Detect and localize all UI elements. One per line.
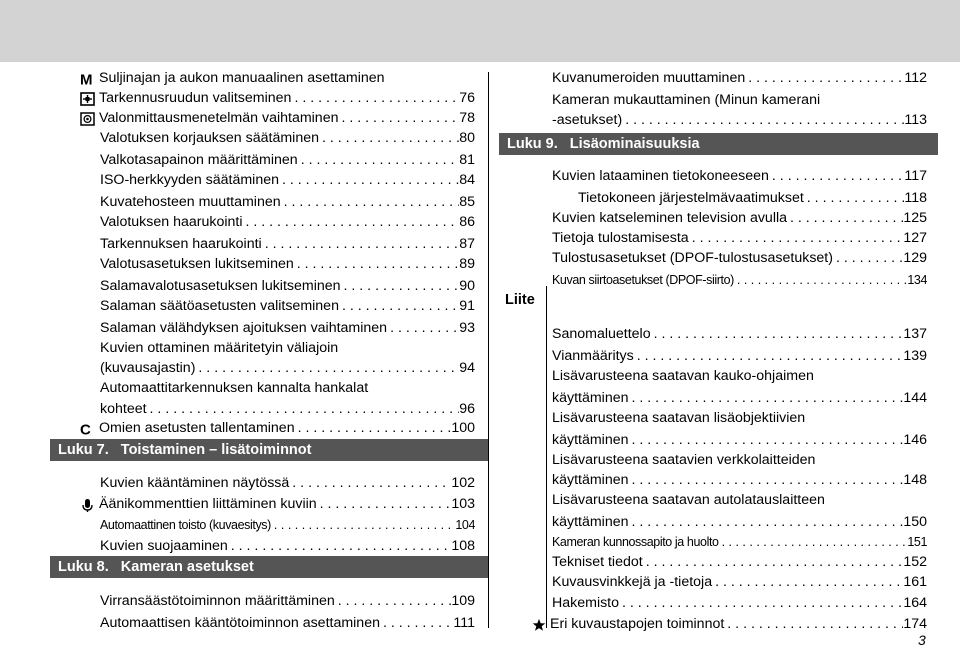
- toc-entry-kuvien-ottaminen-maaritetyin-valiajoin: [100, 334, 475, 356]
- dot-leader: [317, 496, 452, 512]
- dot-leader: [295, 420, 452, 436]
- toc-entry-lisavarusteena-saatavien-verkkolaitteide: [552, 446, 927, 468]
- toc-entry-aanikommenttien-liittaminen-kuviin: [80, 490, 475, 512]
- dot-leader: [833, 250, 903, 266]
- toc-entry-page: 81: [459, 152, 475, 168]
- star-icon: [532, 618, 546, 632]
- toc-entry-title: Lisävarusteena saatavien verkkolaitteiden: [552, 452, 816, 468]
- chapter-8-title: Kameran asetukset: [120, 559, 254, 575]
- toc-entry-page: 93: [459, 320, 475, 336]
- toc-entry-page: 146: [903, 432, 927, 448]
- toc-entry-title: -asetukset): [552, 112, 623, 128]
- toc-entry-page: 134: [907, 273, 927, 287]
- toc-entry-page: 127: [903, 230, 927, 246]
- toc-entry-lisavarusteena-saatavan-kauko-ohjaimen: [552, 362, 927, 384]
- toc-entry-title: Tekniset tiedot: [552, 554, 643, 570]
- toc-entry-title: Tarkennuksen haarukointi: [100, 236, 262, 252]
- toc-entry-tulostusasetukset-dpof-tulostusasetukset: [552, 244, 927, 266]
- toc-entry-title: Automaattinen toisto (kuvaesitys): [100, 518, 271, 532]
- toc-entry-page: 85: [459, 194, 475, 210]
- toc-entry-page: 137: [903, 326, 927, 342]
- toc-entry-title: Salamavalotusasetuksen lukitseminen: [100, 278, 341, 294]
- toc-entry-eri-kuvaustapojen-toiminnot: [532, 610, 927, 632]
- toc-entry-title: kohteet: [100, 401, 147, 417]
- toc-entry-page: 100: [451, 420, 475, 436]
- toc-entry-tarkennusruudun-valitseminen: [80, 84, 475, 106]
- dot-leader: [335, 593, 452, 609]
- toc-entry-title: käyttäminen: [552, 514, 629, 530]
- toc-entry-salamavalotusasetuksen-lukitseminen: [100, 272, 475, 294]
- mode-c-icon: [80, 422, 95, 436]
- toc-entry-kayttaminen: [552, 508, 927, 530]
- toc-entry-lisavarusteena-saatavan-autolatauslaitte: [552, 486, 927, 508]
- toc-entry-title: Valotuksen haarukointi: [100, 214, 243, 230]
- dot-leader: [712, 574, 903, 590]
- toc-entry-title: Omien asetusten tallentaminen: [99, 420, 295, 436]
- toc-entry-page: 80: [459, 130, 475, 146]
- toc-entry-page: 161: [903, 574, 927, 590]
- toc-entry-title: Lisävarusteena saatavan lisäobjektiivien: [552, 410, 806, 426]
- appendix-label: Liite: [505, 292, 535, 308]
- toc-entry-page: 102: [451, 475, 475, 491]
- chapter-9-title: Lisäominaisuuksia: [569, 136, 700, 152]
- toc-entry-page: 174: [903, 616, 927, 632]
- toc-entry-title: käyttäminen: [552, 390, 629, 406]
- toc-entry-title: Kuvausvinkkejä ja -tietoja: [552, 574, 713, 590]
- toc-entry-page: 125: [903, 210, 927, 226]
- dot-leader: [319, 130, 459, 146]
- toc-entry-page: 150: [903, 514, 927, 530]
- toc-entry-title: Vianmääritys: [552, 348, 634, 364]
- toc-entry-kayttaminen: [552, 426, 927, 448]
- toc-entry-title: Kuvien ottaminen määritetyin väliajoin: [100, 340, 339, 356]
- toc-entry-page: 108: [451, 538, 475, 554]
- toc-entry-tekniset-tiedot: [552, 548, 927, 570]
- toc-entry-kuvien-katseleminen-television-avulla: [552, 204, 927, 226]
- toc-entry-page: 144: [903, 390, 927, 406]
- chapter-9-label: Luku 9.: [507, 136, 558, 152]
- page-number: 3: [918, 632, 926, 648]
- svg-text:M: M: [80, 72, 93, 86]
- dot-leader: [745, 70, 904, 86]
- toc-entry-salaman-saatoasetusten-valitseminen: [100, 292, 475, 314]
- dot-leader: [279, 172, 459, 188]
- chapter-7-label: Luku 7.: [58, 442, 109, 458]
- toc-entry-tietokoneen-jarjestelmavaatimukset: [578, 184, 927, 206]
- toc-entry-title: Lisävarusteena saatavan kauko-ohjaimen: [552, 368, 814, 384]
- toc-entry-page: 152: [903, 554, 927, 570]
- appendix-divider: [546, 286, 547, 628]
- toc-entry-page: 112: [904, 70, 927, 86]
- toc-entry-title: käyttäminen: [552, 472, 629, 488]
- toc-entry-title: Valonmittausmenetelmän vaihtaminen: [99, 110, 339, 126]
- toc-entry-sanomaluettelo: [552, 320, 927, 342]
- toc-entry-title: Hakemisto: [552, 595, 620, 611]
- toc-entry-valotuksen-haarukointi: [100, 208, 475, 230]
- toc-entry-page: 89: [459, 256, 475, 272]
- toc-entry-page: 104: [455, 518, 475, 532]
- toc-entry-page: 96: [459, 401, 475, 417]
- dot-leader: [271, 517, 455, 533]
- svg-text:C: C: [80, 422, 91, 436]
- dot-leader: [289, 475, 451, 491]
- toc-entry-title: Automaattisen kääntötoiminnon asettaminen: [100, 615, 380, 631]
- toc-entry-kameran-kunnossapito-ja-huolto: [552, 528, 927, 550]
- toc-entry-automaattinen-toisto-kuvaesitys: [100, 511, 475, 533]
- toc-entry-kayttaminen: [552, 466, 927, 488]
- toc-entry-title: Kuvien lataaminen tietokoneeseen: [552, 168, 769, 184]
- toc-entry-page: 111: [453, 615, 475, 631]
- toc-entry-title: Tarkennusruudun valitseminen: [99, 90, 292, 106]
- toc-entry-kuvausvinkkeja-ja-tietoja: [552, 568, 927, 590]
- top-banner: [0, 0, 960, 62]
- toc-entry-title: Salaman välähdyksen ajoituksen vaihtaminen: [100, 320, 388, 336]
- toc-entry-page: 94: [459, 360, 475, 376]
- toc-entry-title: Äänikommenttien liittäminen kuviin: [99, 496, 317, 512]
- toc-entry-valkotasapainon-maarittaminen: [100, 146, 475, 168]
- dot-leader: [294, 256, 459, 272]
- toc-entry-asetukset: [552, 106, 927, 128]
- toc-entry-kameran-mukauttaminen-minun-kamerani: [552, 86, 927, 108]
- toc-entry-title: Valotusasetuksen lukitseminen: [100, 256, 294, 272]
- toc-entry-title: Kuvien katseleminen television avulla: [552, 210, 788, 226]
- dot-leader: [724, 616, 903, 632]
- toc-entry-hakemisto: [552, 589, 927, 611]
- toc-entry-omien-asetusten-tallentaminen: [80, 414, 475, 436]
- toc-entry-title: Suljinajan ja aukon manuaalinen asettaminen: [99, 70, 385, 86]
- toc-entry-title: Salaman säätöasetusten valitseminen: [100, 298, 339, 314]
- toc-entry-suljinajan-ja-aukon-manuaalinen-asettami: [80, 64, 475, 86]
- toc-entry-title: Kuvien kääntäminen näytössä: [100, 475, 290, 491]
- toc-entry-kuvan-siirtoasetukset-dpof-siirto: [552, 266, 927, 288]
- chapter-7-header: [50, 439, 488, 461]
- toc-entry-title: Sanomaluettelo: [552, 326, 651, 342]
- toc-entry-kayttaminen: [552, 384, 927, 406]
- toc-entry-title: Eri kuvaustapojen toiminnot: [550, 616, 725, 632]
- toc-entry-tarkennuksen-haarukointi: [100, 230, 475, 252]
- toc-entry-page: 90: [459, 278, 475, 294]
- toc-entry-page: 117: [904, 168, 927, 184]
- dot-leader: [380, 615, 453, 631]
- toc-entry-kuvanumeroiden-muuttaminen: [552, 64, 927, 86]
- toc-entry-title: käyttäminen: [552, 432, 629, 448]
- toc-entry-title: Tietoja tulostamisesta: [552, 230, 689, 246]
- toc-entry-title: Lisävarusteena saatavan autolatauslaitteen: [552, 492, 825, 508]
- toc-entry-valotusasetuksen-lukitseminen: [100, 250, 475, 272]
- toc-entry-title: Valkotasapainon määrittäminen: [100, 152, 298, 168]
- dot-leader: [243, 214, 460, 230]
- toc-entry-page: 118: [904, 190, 927, 206]
- toc-entry-page: 103: [451, 496, 475, 512]
- toc-entry-title: Kuvan siirtoasetukset (DPOF-siirto): [552, 273, 734, 287]
- toc-entry-page: 91: [459, 298, 475, 314]
- toc-entry-page: 113: [904, 112, 927, 128]
- toc-entry-kuvausajastin: [100, 354, 475, 376]
- toc-entry-valonmittausmenetelman-vaihtaminen: [80, 104, 475, 126]
- toc-entry-page: 129: [903, 250, 927, 266]
- toc-entry-page: 151: [907, 535, 927, 549]
- toc-entry-title: Tietokoneen järjestelmävaatimukset: [578, 190, 804, 206]
- toc-entry-title: (kuvausajastin): [100, 360, 196, 376]
- toc-entry-title: Kuvien suojaaminen: [100, 538, 228, 554]
- toc-entry-page: 87: [459, 236, 475, 252]
- chapter-7-title: Toistaminen – lisätoiminnot: [120, 442, 312, 458]
- toc-entry-iso-herkkyyden-saataminen: [100, 166, 475, 188]
- toc-entry-valotuksen-korjauksen-saataminen: [100, 124, 475, 146]
- toc-entry-lisavarusteena-saatavan-lisaobjektiivien: [552, 404, 927, 426]
- toc-entry-page: 84: [459, 172, 475, 188]
- chapter-9-header: [499, 133, 938, 155]
- toc-entry-title: ISO-herkkyyden säätäminen: [100, 172, 280, 188]
- dot-leader: [769, 168, 904, 184]
- chapter-8-header: [50, 556, 488, 578]
- toc-entry-page: 164: [903, 595, 927, 611]
- dot-leader: [228, 538, 452, 554]
- toc-entry-title: Kuvanumeroiden muuttaminen: [552, 70, 746, 86]
- toc-entry-kuvatehosteen-muuttaminen: [100, 188, 475, 210]
- toc-entry-kuvien-suojaaminen: [100, 532, 475, 554]
- toc-entry-title: Kameran mukauttaminen (Minun kamerani: [552, 92, 821, 108]
- toc-entry-kuvien-lataaminen-tietokoneeseen: [552, 162, 927, 184]
- toc-entry-page: 76: [459, 90, 475, 106]
- toc-entry-automaattisen-kaantotoiminnon-asettamine: [100, 609, 475, 631]
- toc-entry-vianmaaritys: [552, 342, 927, 364]
- dot-leader: [339, 298, 459, 314]
- toc-entry-kuvien-kaantaminen-naytossa: [100, 469, 475, 491]
- dot-leader: [651, 326, 904, 342]
- toc-entry-page: 78: [459, 110, 475, 126]
- toc-entry-page: 109: [451, 593, 475, 609]
- dot-leader: [619, 595, 903, 611]
- metering-icon: [80, 112, 95, 126]
- toc-entry-page: 148: [903, 472, 927, 488]
- microphone-icon: [80, 498, 95, 512]
- toc-entry-page: 139: [903, 348, 927, 364]
- toc-entry-automaattitarkennuksen-kannalta-hankalat: [100, 374, 475, 396]
- toc-entry-title: Automaattitarkennuksen kannalta hankalat: [100, 380, 369, 396]
- toc-entry-title: Kameran kunnossapito ja huolto: [552, 535, 719, 549]
- toc-entry-title: Valotuksen korjauksen säätäminen: [100, 130, 319, 146]
- dot-leader: [734, 272, 907, 288]
- toc-entry-title: Virransäästötoiminnon määrittäminen: [100, 593, 335, 609]
- column-divider: [488, 72, 489, 628]
- dot-leader: [622, 112, 904, 128]
- toc-entry-virransaastotoiminnon-maarittaminen: [100, 587, 475, 609]
- chapter-8-label: Luku 8.: [58, 559, 109, 575]
- toc-entry-title: Tulostusasetukset (DPOF-tulostusasetukset): [552, 250, 833, 266]
- toc-entry-title: Kuvatehosteen muuttaminen: [100, 194, 281, 210]
- toc-entry-page: 86: [459, 214, 475, 230]
- toc-entry-tietoja-tulostamisesta: [552, 224, 927, 246]
- toc-entry-salaman-valahdyksen-ajoituksen-vaihtamin: [100, 314, 475, 336]
